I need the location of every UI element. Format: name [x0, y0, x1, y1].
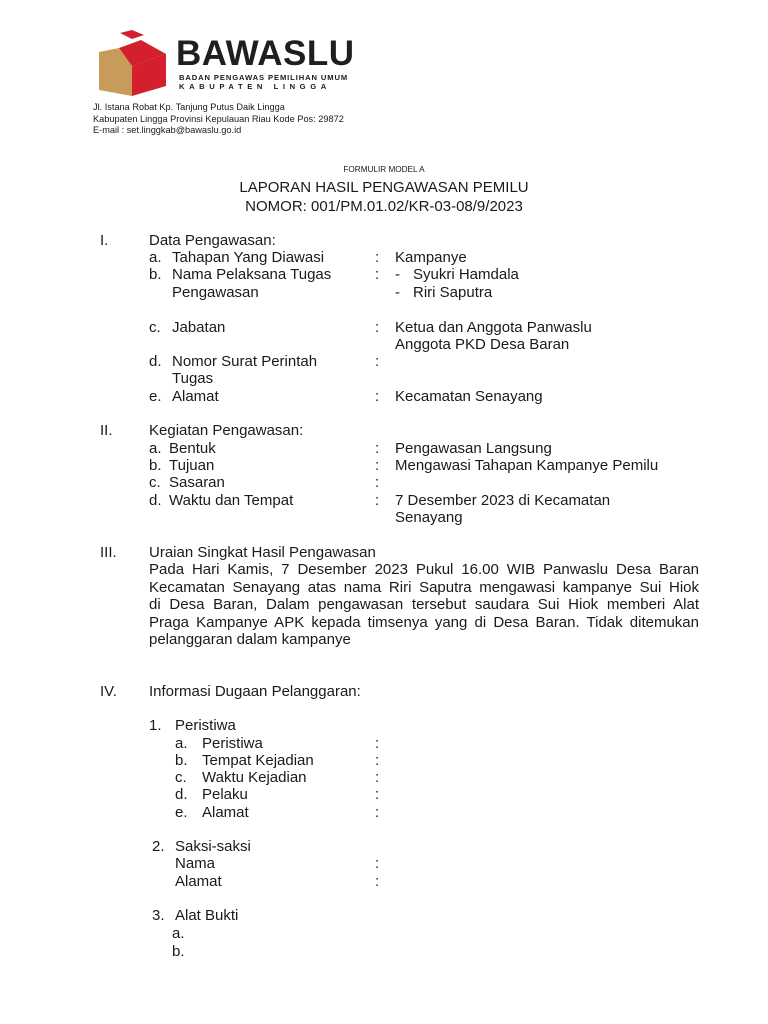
field-value-waktu-tempat-1: 7 Desember 2023 di Kecamatan	[395, 492, 611, 509]
colon: :	[375, 388, 380, 405]
field-label-alamat: Alamat	[172, 388, 219, 405]
section-4-number: IV.	[100, 683, 117, 700]
field-value-waktu-tempat-2: Senayang	[395, 509, 463, 526]
colon: :	[375, 855, 380, 872]
section-1-heading: Data Pengawasan:	[149, 232, 276, 249]
section-2-heading: Kegiatan Pengawasan:	[149, 422, 304, 439]
colon: :	[375, 353, 380, 370]
field-label-peristiwa: Peristiwa	[202, 735, 263, 752]
summary-line: di Desa Baran, Dalam pengawasan tersebut saudara Sui Hiok memberi Alat	[149, 596, 699, 613]
subsection-alat-bukti-title: Alat Bukti	[175, 907, 239, 924]
colon: :	[375, 804, 380, 821]
field-value-pelaksana-2: Riri Saputra	[413, 284, 493, 301]
item-letter: d.	[149, 353, 162, 370]
colon: :	[375, 266, 380, 283]
section-4-heading: Informasi Dugaan Pelanggaran:	[149, 683, 361, 700]
section-2-number: II.	[100, 422, 113, 439]
subsection-number: 1.	[149, 717, 162, 734]
list-dash: -	[395, 266, 400, 283]
colon: :	[375, 735, 380, 752]
brand-region: KABUPATEN LINGGA	[179, 82, 331, 91]
field-label-surat-perintah: Nomor Surat Perintah	[172, 353, 318, 370]
item-letter: b.	[149, 457, 162, 474]
field-label-jabatan: Jabatan	[172, 319, 226, 336]
subsection-peristiwa-title: Peristiwa	[175, 717, 236, 734]
colon: :	[375, 474, 380, 491]
item-letter: c.	[175, 769, 187, 786]
list-dash: -	[395, 284, 400, 301]
subsection-number: 2.	[152, 838, 165, 855]
item-letter: d.	[149, 492, 162, 509]
colon: :	[375, 769, 380, 786]
summary-line: pelanggaran dalam kampanye	[149, 631, 351, 648]
summary-line: Praga Kampanye APK kepada timsenya yang di Desa Baran. Tidak ditemukan	[149, 613, 699, 631]
item-letter: d.	[175, 786, 188, 803]
colon: :	[375, 786, 380, 803]
colon: :	[375, 873, 380, 890]
summary-line: Pada Hari Kamis, 7 Desember 2023 Pukul 16.00 WIB Panwaslu Desa Baran	[149, 561, 699, 578]
field-label-alamat-pelaku: Alamat	[202, 804, 249, 821]
field-label-pelaksana: Nama Pelaksana Tugas	[172, 266, 332, 283]
item-letter: a.	[175, 735, 188, 752]
colon: :	[375, 457, 380, 474]
item-letter: c.	[149, 474, 161, 491]
document-title: LAPORAN HASIL PENGAWASAN PEMILU	[239, 179, 529, 196]
colon: :	[375, 249, 380, 266]
field-label-tempat-kejadian: Tempat Kejadian	[202, 752, 314, 769]
section-1-number: I.	[100, 232, 109, 249]
field-value-bentuk: Pengawasan Langsung	[395, 440, 552, 457]
email-line: E-mail : set.linggkab@bawaslu.go.id	[93, 125, 242, 135]
field-value-pelaksana-1: Syukri Hamdala	[413, 266, 519, 283]
item-letter: e.	[149, 388, 162, 405]
brand-subtitle: BADAN PENGAWAS PEMILIHAN UMUM	[179, 73, 349, 82]
item-letter: b.	[175, 752, 188, 769]
field-label-alamat-saksi: Alamat	[175, 873, 222, 890]
form-code: FORMULIR MODEL A	[343, 165, 425, 174]
field-label-waktu-kejadian: Waktu Kejadian	[202, 769, 307, 786]
section-3-heading: Uraian Singkat Hasil Pengawasan	[149, 544, 376, 561]
colon: :	[375, 492, 380, 509]
field-label-sasaran: Sasaran	[169, 474, 225, 491]
field-label-pelaku: Pelaku	[202, 786, 248, 803]
field-value-alamat: Kecamatan Senayang	[395, 388, 543, 405]
item-letter: c.	[149, 319, 161, 336]
field-label-waktu-tempat: Waktu dan Tempat	[169, 492, 294, 509]
field-label-tujuan: Tujuan	[169, 457, 215, 474]
item-letter: a.	[149, 249, 162, 266]
field-label-surat-perintah-cont: Tugas	[172, 370, 214, 387]
field-value-tahapan: Kampanye	[395, 249, 467, 266]
item-letter: b.	[172, 943, 185, 960]
item-letter: a.	[172, 925, 185, 942]
colon: :	[375, 440, 380, 457]
subsection-number: 3.	[152, 907, 165, 924]
document-number: NOMOR: 001/PM.01.02/KR-03-08/9/2023	[245, 198, 523, 215]
brand-name: BAWASLU	[176, 34, 355, 73]
field-value-jabatan-2: Anggota PKD Desa Baran	[395, 336, 570, 353]
field-value-jabatan-1: Ketua dan Anggota Panwaslu	[395, 319, 592, 336]
subsection-saksi-title: Saksi-saksi	[175, 838, 251, 855]
field-label-pelaksana-cont: Pengawasan	[172, 284, 259, 301]
item-letter: e.	[175, 804, 188, 821]
address-line-1: Jl. Istana Robat Kp. Tanjung Putus Daik Lingga	[93, 102, 285, 112]
item-letter: b.	[149, 266, 162, 283]
summary-line: Kecamatan Senayang atas nama Riri Saputra mengawasi kampanye Sui Hiok	[149, 578, 699, 596]
summary-paragraph	[149, 561, 699, 649]
field-label-tahapan: Tahapan Yang Diawasi	[172, 249, 325, 266]
field-value-tujuan: Mengawasi Tahapan Kampanye Pemilu	[395, 457, 659, 474]
colon: :	[375, 319, 380, 336]
address-line-2: Kabupaten Lingga Provinsi Kepulauan Riau Kode Pos: 29872	[93, 114, 344, 124]
bawaslu-logo	[96, 30, 168, 96]
section-3-number: III.	[100, 544, 117, 561]
colon: :	[375, 752, 380, 769]
field-label-nama-saksi: Nama	[175, 855, 216, 872]
item-letter: a.	[149, 440, 162, 457]
field-label-bentuk: Bentuk	[169, 440, 216, 457]
